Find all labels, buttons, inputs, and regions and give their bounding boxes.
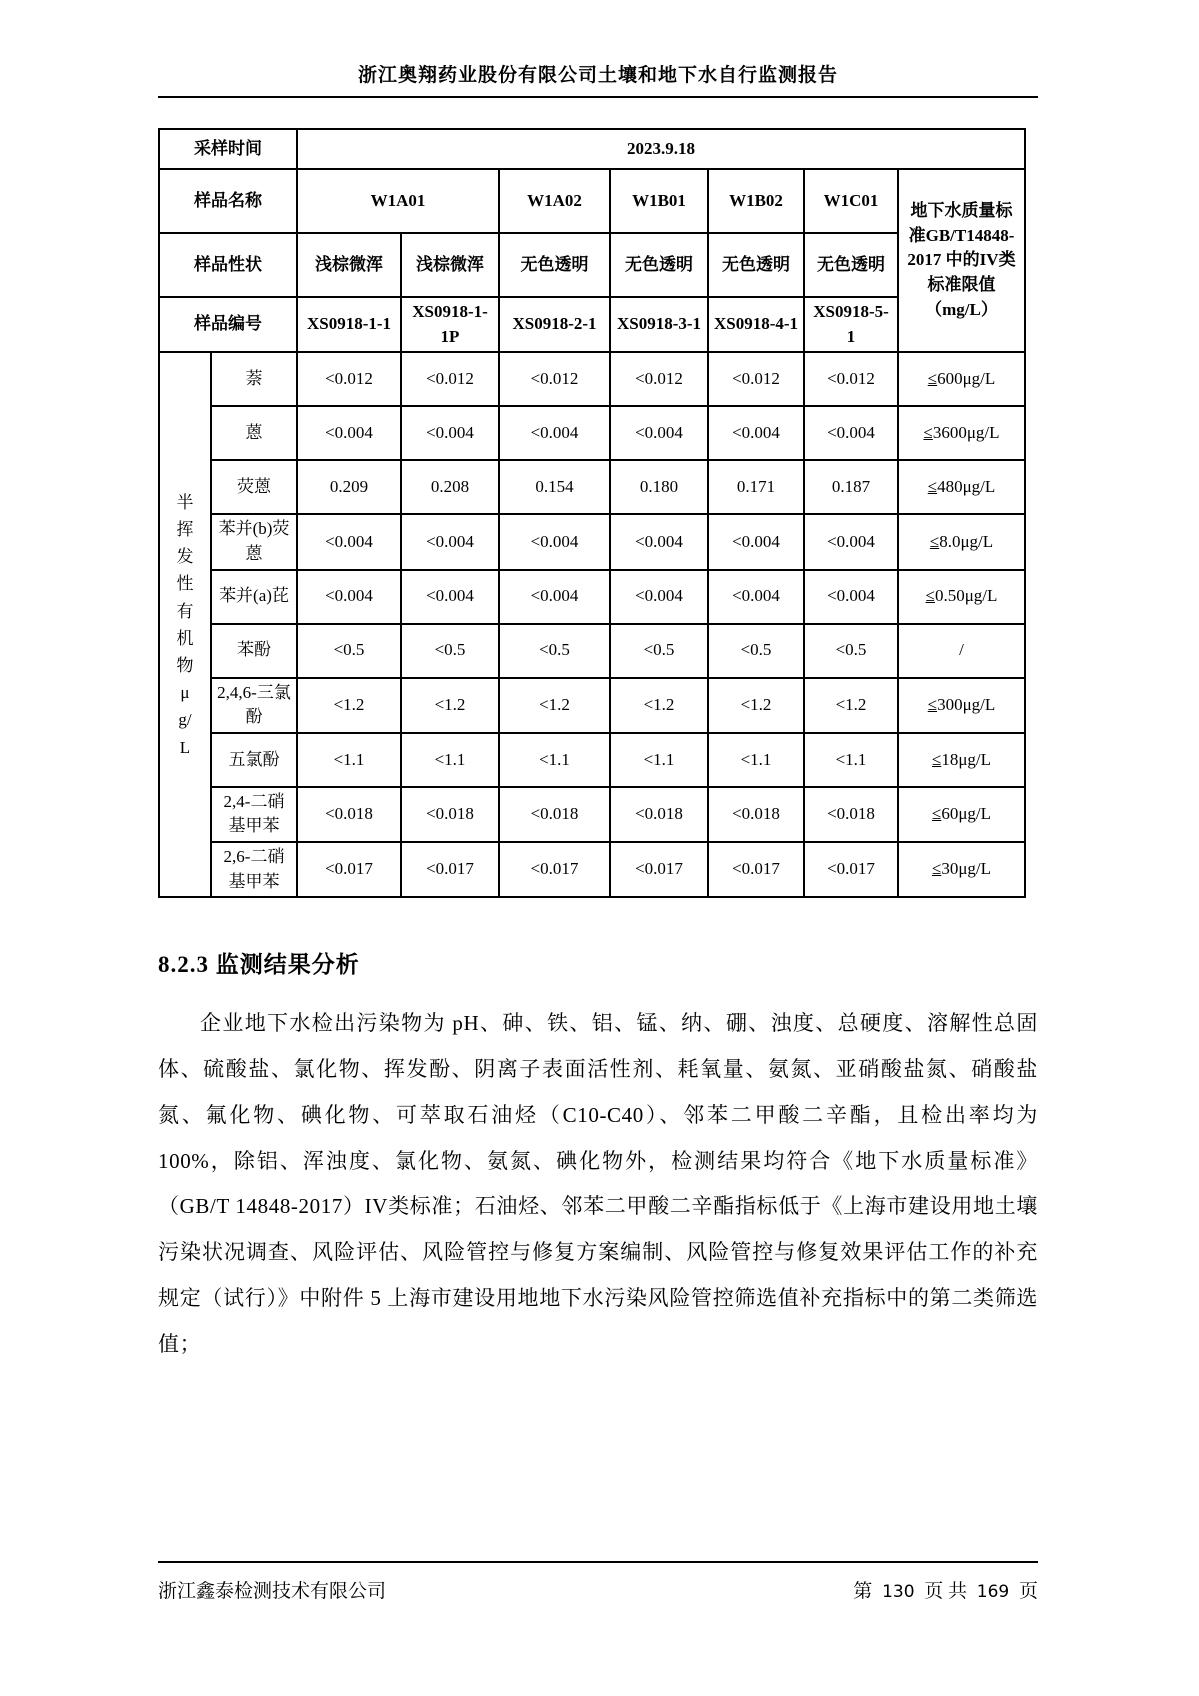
standard-limit: ≤18μg/L (898, 733, 1025, 787)
analyte-value: <0.004 (297, 570, 401, 624)
footer-page-info (853, 1576, 1038, 1603)
analyte-value: <0.5 (401, 624, 499, 678)
sample-name: W1A02 (499, 169, 610, 233)
analyte-value: <0.017 (401, 842, 499, 897)
analyte-value: <0.004 (708, 514, 804, 569)
analyte-value: <0.017 (610, 842, 708, 897)
sample-name: W1A01 (297, 169, 499, 233)
less-equal-sign: ≤ (927, 694, 938, 714)
analyte-value: <1.1 (297, 733, 401, 787)
standard-limit: ≤300μg/L (898, 678, 1025, 733)
table-row (159, 352, 1025, 406)
analyte-value: <0.004 (401, 514, 499, 569)
sample-property-label: 样品性状 (159, 233, 297, 297)
sample-name-row (159, 169, 1025, 233)
analyte-value: <0.018 (297, 787, 401, 842)
analyte-name: 2,6-二硝基甲苯 (211, 842, 297, 897)
sample-id: XS0918-3-1 (610, 297, 708, 352)
analyte-value: <0.004 (610, 406, 708, 460)
sample-id: XS0918-1-1 (297, 297, 401, 352)
table-row (159, 514, 1025, 569)
table-row (159, 406, 1025, 460)
less-equal-sign: ≤ (927, 476, 938, 496)
document-header (158, 0, 1038, 98)
table-header-rows (159, 129, 1025, 352)
analyte-value: <0.5 (499, 624, 610, 678)
sample-name-label: 样品名称 (159, 169, 297, 233)
analyte-name: 五氯酚 (211, 733, 297, 787)
analyte-value: <0.017 (708, 842, 804, 897)
less-equal-sign: ≤ (929, 531, 940, 551)
analyte-value: <1.2 (610, 678, 708, 733)
analyte-name: 苯酚 (211, 624, 297, 678)
analyte-value: <0.004 (804, 514, 898, 569)
analyte-value: <1.2 (499, 678, 610, 733)
sample-name: W1B02 (708, 169, 804, 233)
analyte-value: <1.2 (297, 678, 401, 733)
analyte-value: <0.004 (297, 514, 401, 569)
less-equal-sign: ≤ (931, 804, 942, 824)
less-equal-sign: ≤ (931, 859, 942, 879)
sample-id-label: 样品编号 (159, 297, 297, 352)
analyte-value: <1.1 (499, 733, 610, 787)
analyte-value: <0.5 (297, 624, 401, 678)
analyte-value: <1.1 (804, 733, 898, 787)
analyte-value: <0.5 (708, 624, 804, 678)
analyte-value: <0.018 (401, 787, 499, 842)
standard-limit: / (898, 624, 1025, 678)
analyte-value: <1.1 (708, 733, 804, 787)
analyte-value: <0.004 (610, 514, 708, 569)
analyte-name: 苯并(a)芘 (211, 570, 297, 624)
sample-property: 浅棕微浑 (401, 233, 499, 297)
analyte-name: 荧蒽 (211, 460, 297, 514)
analyte-value: <0.004 (499, 514, 610, 569)
standard-limit: ≤8.0μg/L (898, 514, 1025, 569)
analyte-group-label (159, 352, 211, 897)
standard-limit: ≤60μg/L (898, 787, 1025, 842)
sample-id: XS0918-5-1 (804, 297, 898, 352)
standard-limit: ≤0.50μg/L (898, 570, 1025, 624)
analyte-value: <0.004 (610, 570, 708, 624)
sample-property: 无色透明 (499, 233, 610, 297)
sample-property: 无色透明 (804, 233, 898, 297)
sample-id-row (159, 297, 1025, 352)
sampling-time-label: 采样时间 (159, 129, 297, 169)
table-row (159, 787, 1025, 842)
analyte-value: <0.004 (297, 406, 401, 460)
standard-limit: ≤480μg/L (898, 460, 1025, 514)
analyte-value: <0.004 (401, 406, 499, 460)
document-title: 浙江奥翔药业股份有限公司土壤和地下水自行监测报告 (158, 60, 1038, 98)
analyte-value: <0.017 (297, 842, 401, 897)
analyte-value: 0.208 (401, 460, 499, 514)
analyte-value: <0.018 (610, 787, 708, 842)
standard-limit: ≤600μg/L (898, 352, 1025, 406)
analyte-name: 2,4,6-三氯酚 (211, 678, 297, 733)
analyte-value: <0.017 (804, 842, 898, 897)
analyte-value: <0.004 (804, 570, 898, 624)
analyte-name: 2,4-二硝基甲苯 (211, 787, 297, 842)
standard-limit: ≤30μg/L (898, 842, 1025, 897)
analyte-value: <0.012 (610, 352, 708, 406)
analyte-value: <0.012 (708, 352, 804, 406)
analyte-value: <0.018 (499, 787, 610, 842)
standard-limit: ≤3600μg/L (898, 406, 1025, 460)
analyte-value: <1.1 (401, 733, 499, 787)
analyte-value: <0.004 (708, 406, 804, 460)
analyte-value: <0.004 (499, 570, 610, 624)
less-equal-sign: ≤ (927, 368, 938, 388)
sample-property-row (159, 233, 1025, 297)
sample-name: W1B01 (610, 169, 708, 233)
sampling-time-row (159, 129, 1025, 169)
analyte-value: <0.004 (499, 406, 610, 460)
analyte-value: <0.004 (804, 406, 898, 460)
analyte-value: <0.5 (804, 624, 898, 678)
table-row (159, 624, 1025, 678)
analyte-value: <0.012 (499, 352, 610, 406)
analyte-name: 苯并(b)荧蒽 (211, 514, 297, 569)
analyte-value: <0.012 (804, 352, 898, 406)
analyte-value: <1.2 (401, 678, 499, 733)
sample-property: 无色透明 (610, 233, 708, 297)
analyte-value: <0.004 (708, 570, 804, 624)
analyte-value: <0.018 (804, 787, 898, 842)
sample-id: XS0918-4-1 (708, 297, 804, 352)
analyte-value: <0.012 (401, 352, 499, 406)
analyte-group-label-text: 半挥发性有机物μg/L (176, 492, 194, 757)
less-equal-sign: ≤ (925, 586, 935, 606)
analyte-tbody (159, 352, 1025, 897)
footer-page-suffix: 页 (1018, 1581, 1038, 1602)
analyte-value: 0.209 (297, 460, 401, 514)
sample-property: 浅棕微浑 (297, 233, 401, 297)
analysis-section (158, 946, 1038, 1367)
page-footer (158, 1561, 1038, 1603)
analyte-value: <0.018 (708, 787, 804, 842)
section-heading: 8.2.3 监测结果分析 (158, 952, 360, 978)
analyte-name: 萘 (211, 352, 297, 406)
analyte-name: 蒽 (211, 406, 297, 460)
analysis-paragraph: 企业地下水检出污染物为 pH、砷、铁、铝、锰、纳、硼、浊度、总硬度、溶解性总固体、硫酸盐、氯化物、挥发酚、阴离子表面活性剂、耗氧量、氨氮、亚硝酸盐氮、硝酸盐氮、氟化物、碘化物、可萃取石油烃（C10-C40）、邻苯二甲酸二辛酯，且检出率均为 100%，除铝、浑浊度、氯化物、氨氮、碘化物外，检测结果均符合《地下水质量标准》（GB/T 14848-2017）IV类标准；石油烃、邻苯二甲酸二辛酯指标低于《上海市建设用地土壤污染状况调查、风险评估、风险管控与修复方案编制、风险管控与修复效果评估工作的补充规定（试行）》中附件 5 上海市建设用地地下水污染风险管控筛选值补充指标中的第二类筛选值； (158, 1011, 1038, 1356)
analyte-value: <1.1 (610, 733, 708, 787)
analyte-value: 0.171 (708, 460, 804, 514)
standard-column-header: 地下水质量标准GB/T14848-2017 中的IV类标准限值（mg/L） (898, 169, 1025, 352)
sample-name: W1C01 (804, 169, 898, 233)
less-equal-sign: ≤ (923, 422, 933, 442)
table-row (159, 460, 1025, 514)
analyte-value: <0.004 (401, 570, 499, 624)
sample-id: XS0918-2-1 (499, 297, 610, 352)
footer-current-page: 130 (882, 1582, 915, 1602)
sample-id: XS0918-1-1P (401, 297, 499, 352)
less-equal-sign: ≤ (931, 749, 942, 769)
table-row (159, 733, 1025, 787)
analyte-value: <1.2 (804, 678, 898, 733)
table-row (159, 678, 1025, 733)
analyte-value: <1.2 (708, 678, 804, 733)
analyte-value: <0.017 (499, 842, 610, 897)
analyte-value: <0.5 (610, 624, 708, 678)
sampling-time-value: 2023.9.18 (297, 129, 1025, 169)
table-row (159, 570, 1025, 624)
table-row (159, 842, 1025, 897)
groundwater-monitoring-table (158, 128, 1026, 898)
analyte-value: 0.187 (804, 460, 898, 514)
analyte-value: 0.154 (499, 460, 610, 514)
footer-page-middle: 页 共 (924, 1581, 968, 1602)
analyte-value: 0.180 (610, 460, 708, 514)
analyte-value: <0.012 (297, 352, 401, 406)
footer-page-prefix: 第 (853, 1581, 873, 1602)
footer-total-pages: 169 (976, 1582, 1010, 1602)
footer-company: 浙江鑫泰检测技术有限公司 (158, 1581, 387, 1602)
sample-property: 无色透明 (708, 233, 804, 297)
